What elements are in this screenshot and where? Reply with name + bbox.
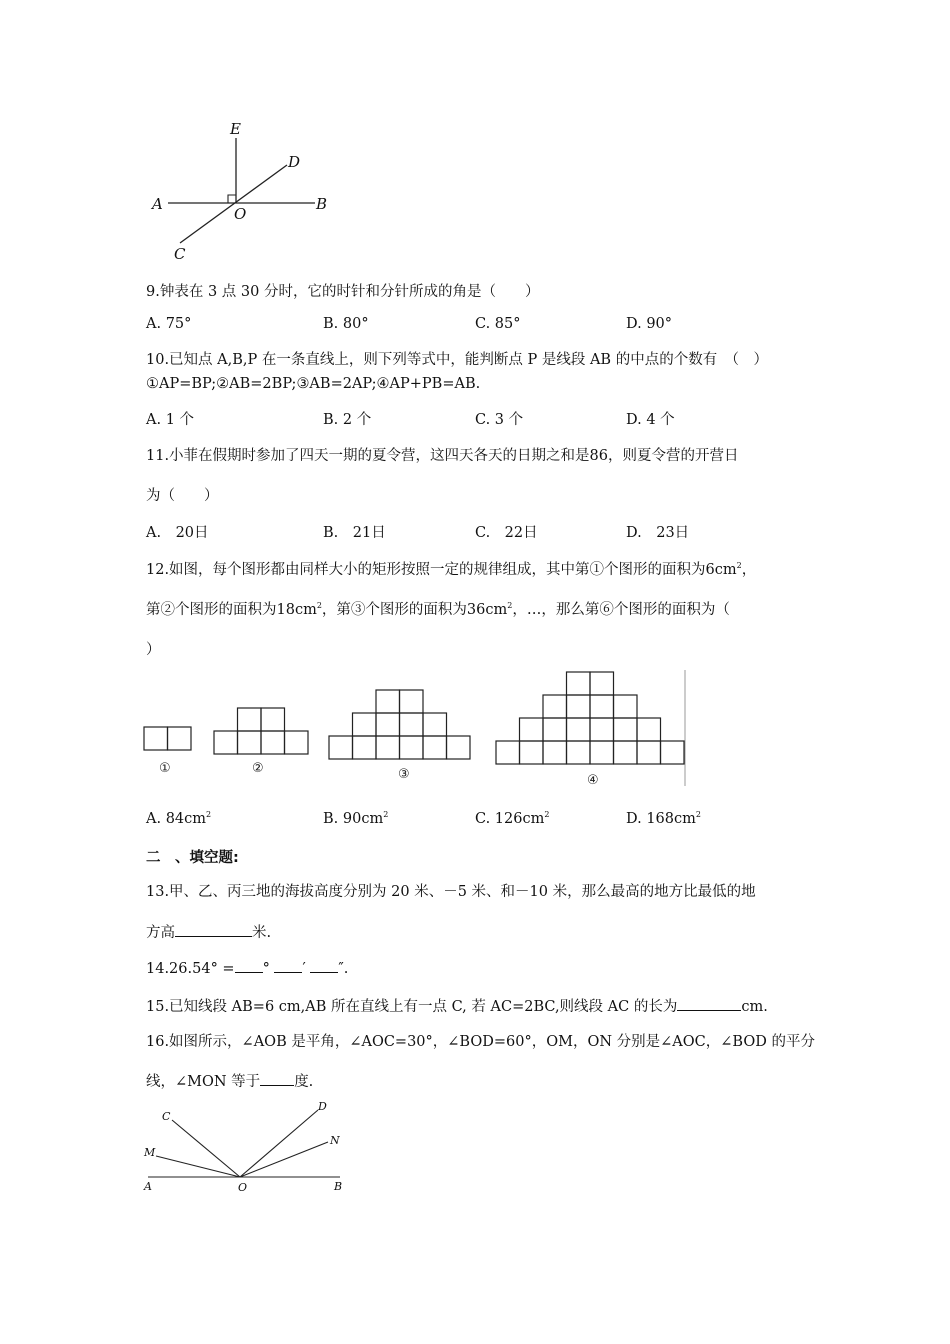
figure-3-cell: [423, 736, 447, 759]
figure-label-3: ③: [398, 767, 410, 782]
q12-text: 12.如图，每个图形都由同样大小的矩形按照一定的规律组成，其中第①个图形的面积为$6cm^2$，: [146, 561, 757, 578]
figure-4-cell: [590, 718, 614, 741]
figure-3-cell: [400, 713, 424, 736]
q14-degree-blank[interactable]: [235, 958, 263, 973]
q12-text-line2: 第②个图形的面积为$18cm^2$，第③个图形的面积为$36cm^2$，…，那么第⑥个图形的面积为（: [146, 601, 730, 618]
figure-angle-bisectors: [140, 1098, 350, 1196]
figure-3-cell: [400, 690, 424, 713]
q12-text-line3: ）: [146, 642, 161, 658]
figure-4-cell: [637, 741, 661, 764]
q15-answer-blank[interactable]: [677, 996, 741, 1011]
line-cd: [180, 165, 287, 243]
q14-second-blank[interactable]: [310, 958, 338, 973]
q10-option-d[interactable]: D. 4 个: [626, 412, 675, 428]
figure-4-cell: [567, 718, 591, 741]
ray-od: [240, 1110, 318, 1177]
ray-on: [240, 1142, 328, 1177]
figure-4-cell: [567, 741, 591, 764]
q10-option-a[interactable]: A. 1 个: [146, 412, 195, 428]
q13-text: 13.甲、乙、丙三地的海拔高度分别为 20 米、－5 米、和－10 米，那么最高的地方比最低的地: [146, 884, 756, 900]
figure-3-cell: [423, 713, 447, 736]
q11-option-a[interactable]: A. 20日: [146, 525, 209, 541]
figure-3-cell: [353, 736, 377, 759]
q9-option-b[interactable]: B. 80°: [323, 316, 369, 332]
figure-4-cell: [520, 741, 544, 764]
q11-option-d[interactable]: D. 23日: [626, 525, 690, 541]
figure-2-cell: [214, 731, 238, 754]
figure-rectangle-patterns: [140, 668, 690, 792]
q12-option-a[interactable]: A. $84cm^2$: [146, 810, 212, 827]
label-C: C: [162, 1110, 171, 1123]
figure-2-cell: [238, 731, 262, 754]
figure-3-cell: [376, 736, 400, 759]
figure-2-cell: [261, 731, 285, 754]
figure-intersecting-lines: [150, 118, 340, 266]
q9-option-c[interactable]: C. 85°: [475, 316, 521, 332]
q12-option-b[interactable]: B. $90cm^2$: [323, 810, 389, 827]
figure-2-cell: [238, 708, 262, 731]
label-O: O: [234, 205, 247, 223]
figure-4-cell: [543, 695, 567, 718]
figure-4-cell: [543, 718, 567, 741]
q9-option-a[interactable]: A. 75°: [146, 316, 192, 332]
q9-option-d[interactable]: D. 90°: [626, 316, 673, 332]
label-C: C: [174, 245, 186, 263]
label-D: D: [318, 1100, 327, 1113]
figure-4-cell: [661, 741, 685, 764]
figure-4-cell: [567, 672, 591, 695]
q14-minute-blank[interactable]: [274, 958, 302, 973]
q15-text: 15.已知线段 AB=6 cm,AB 所在直线上有一点 C, 若 AC=2BC,则线段 AC 的长为 cm.: [146, 995, 768, 1016]
figure-label-2: ②: [252, 761, 264, 776]
figure-3-cell: [400, 736, 424, 759]
q12-option-c[interactable]: C. $126cm^2$: [475, 810, 550, 827]
figure-4-cell: [614, 718, 638, 741]
q11-option-b[interactable]: B. 21日: [323, 525, 386, 541]
figure-label-4: ④: [587, 773, 599, 788]
q16-answer-blank[interactable]: [260, 1071, 294, 1086]
q14-text: 14.26.54° = ° ′ ″.: [146, 958, 348, 977]
q10-option-c[interactable]: C. 3 个: [475, 412, 524, 428]
label-M: M: [144, 1146, 156, 1159]
label-E: E: [230, 120, 241, 138]
q11-option-c[interactable]: C. 22日: [475, 525, 538, 541]
q13-text-line2: 方高 米.: [146, 921, 271, 942]
figure-3-cell: [329, 736, 353, 759]
section-title: 二 、填空题:: [146, 850, 239, 866]
figure-label-1: ①: [159, 761, 171, 776]
figure-3-cell: [376, 713, 400, 736]
figure-2-cell: [285, 731, 309, 754]
figure-4-cell: [637, 718, 661, 741]
q16-text: 16.如图所示，∠AOB 是平角，∠AOC=30°，∠BOD=60°，OM，ON 分别是∠AOC，∠BOD 的平分: [146, 1034, 815, 1050]
figure-4-cell: [614, 695, 638, 718]
q11-text-line2: 为（ ）: [146, 488, 219, 504]
figure-1-cell: [144, 727, 168, 750]
figure-4-cell: [590, 672, 614, 695]
q11-text: 11.小菲在假期时参加了四天一期的夏令营，这四天各天的日期之和是86，则夏令营的开营日: [146, 448, 739, 464]
label-A: A: [152, 195, 163, 213]
figure-4-cell: [614, 741, 638, 764]
right-angle-mark: [228, 195, 236, 203]
figure-1-cell: [168, 727, 192, 750]
figure-4-cell: [496, 741, 520, 764]
q16-text-line2: 线，∠MON 等于 度.: [146, 1070, 313, 1091]
label-O: O: [238, 1181, 248, 1194]
figure-4-cell: [590, 741, 614, 764]
q12-option-d[interactable]: D. $168cm^2$: [626, 810, 701, 827]
figure-4-cell: [567, 695, 591, 718]
q10-option-b[interactable]: B. 2 个: [323, 412, 372, 428]
figure-4-cell: [543, 741, 567, 764]
figure-3-cell: [353, 713, 377, 736]
label-A: A: [144, 1180, 152, 1193]
q10-text: 10.已知点 A,B,P 在一条直线上，则下列等式中，能判断点 P 是线段 AB 的中点的个数有 （ ）: [146, 352, 768, 368]
q10-statements: ①AP=BP;②AB=2BP;③AB=2AP;④AP+PB=AB.: [146, 376, 481, 392]
figure-2-cell: [261, 708, 285, 731]
figure-4-cell: [520, 718, 544, 741]
label-N: N: [330, 1134, 340, 1147]
figure-3-cell: [447, 736, 471, 759]
figure-4-cell: [590, 695, 614, 718]
label-B: B: [316, 195, 328, 213]
q13-answer-blank[interactable]: [175, 922, 252, 937]
label-D: D: [288, 153, 301, 171]
q9-text: 9.钟表在 3 点 30 分时，它的时针和分针所成的角是（ ）: [146, 284, 540, 300]
figure-3-cell: [376, 690, 400, 713]
label-B: B: [334, 1180, 343, 1193]
